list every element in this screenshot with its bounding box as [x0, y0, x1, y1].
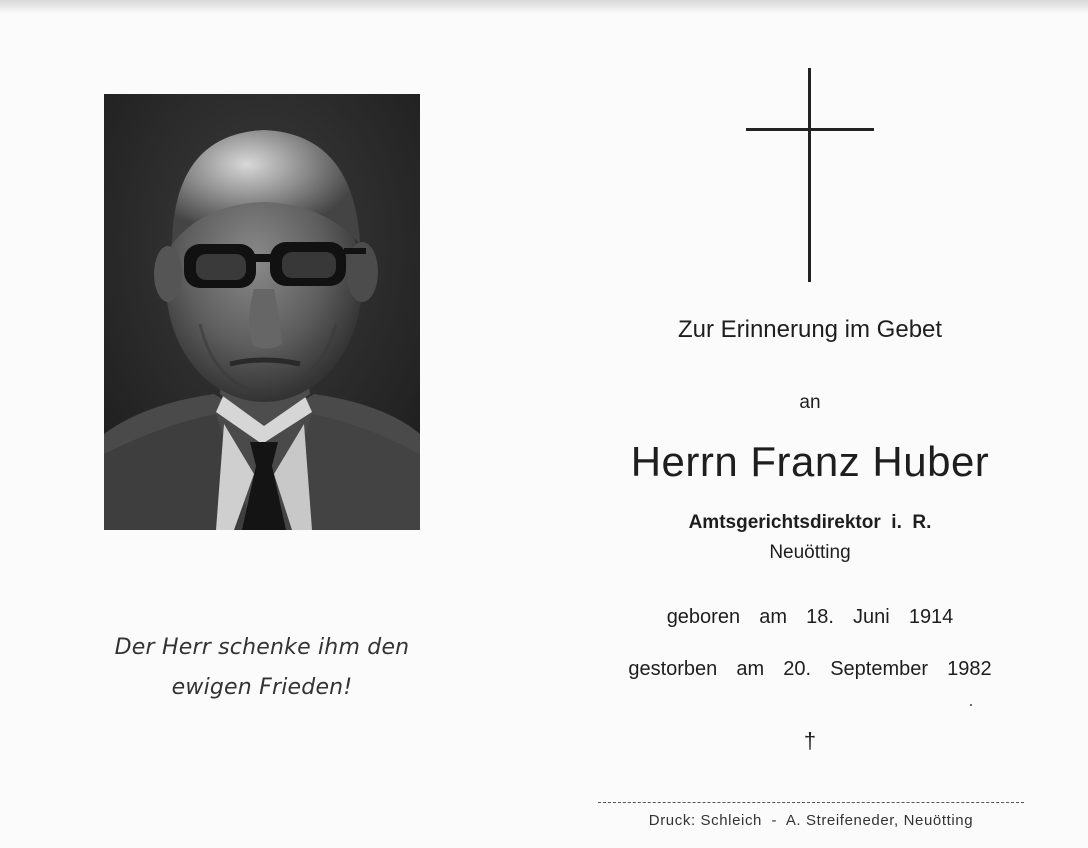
- scan-edge-shadow: [0, 0, 1088, 14]
- memorial-an: an: [799, 392, 821, 413]
- latin-cross-icon: [746, 68, 874, 282]
- print-speck: [970, 704, 972, 706]
- portrait-photo: [104, 94, 420, 530]
- deceased-title: Amtsgerichtsdirektor i. R.: [688, 512, 932, 533]
- motto-line-2: ewigen Frieden!: [171, 675, 353, 700]
- memorial-intro: Zur Erinnerung im Gebet: [677, 316, 943, 343]
- death-date: gestorben am 20. September 1982: [628, 658, 992, 680]
- deceased-name: Herrn Franz Huber: [630, 438, 990, 485]
- printer-credit: Druck: Schleich - A. Streifeneder, Neuötting: [648, 812, 974, 829]
- dagger-icon: †: [803, 728, 817, 753]
- cross-vertical-bar: [808, 68, 811, 282]
- portrait-image: [104, 94, 420, 530]
- motto: [90, 628, 434, 708]
- footer-rule: [598, 802, 1024, 803]
- motto-line-1: Der Herr schenke ihm den: [114, 635, 410, 660]
- birth-date: geboren am 18. Juni 1914: [666, 606, 954, 628]
- deceased-place: Neuötting: [769, 542, 851, 563]
- cross-horizontal-bar: [746, 128, 874, 131]
